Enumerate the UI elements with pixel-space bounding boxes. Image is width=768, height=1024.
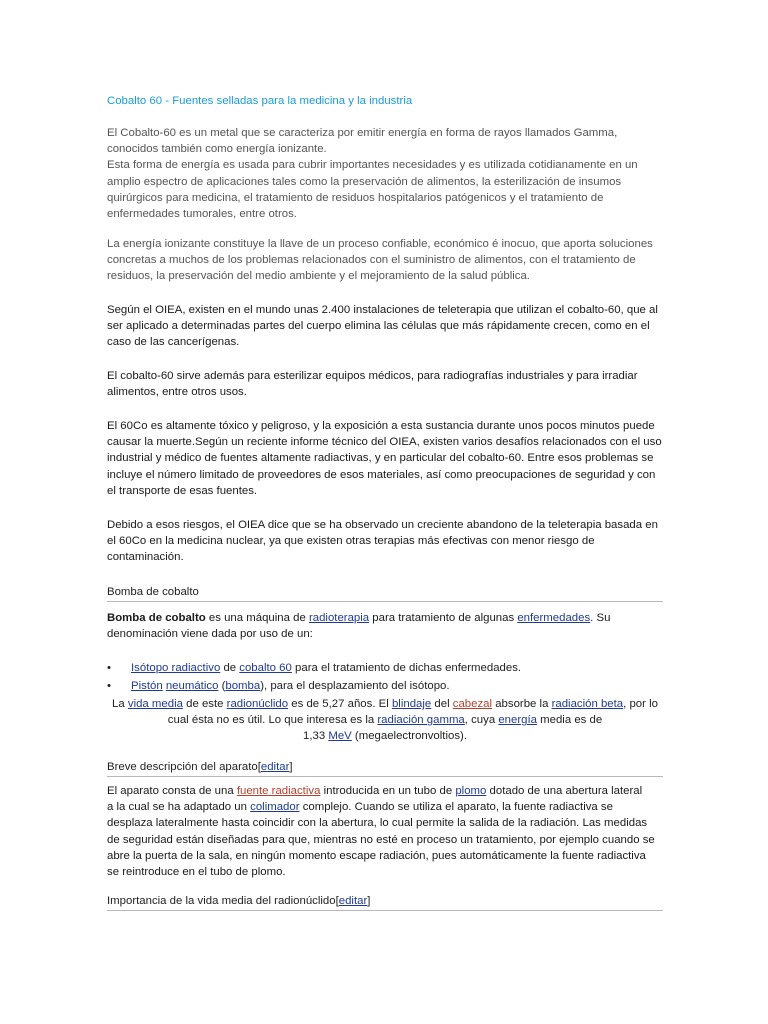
- link-plomo[interactable]: plomo: [455, 785, 487, 797]
- link-mev[interactable]: MeV: [328, 730, 352, 743]
- section-divider: [107, 776, 663, 777]
- text-line: el transporte de esas fuentes.: [107, 484, 258, 497]
- text-span: absorbe la: [492, 698, 552, 710]
- text-span: , cuya: [464, 714, 499, 727]
- intro-paragraph: [107, 125, 663, 222]
- risks-paragraph: [107, 517, 663, 566]
- text-span: 1,33: [303, 730, 329, 743]
- text-span: para el tratamiento de dichas enfermedades.: [291, 662, 522, 674]
- text-span: La: [112, 698, 128, 710]
- text-span: (megaelectronvoltios).: [351, 730, 467, 743]
- text-span: media es de: [536, 714, 603, 727]
- section-heading-breve: [107, 759, 663, 777]
- oiea-paragraph: [107, 302, 663, 351]
- text-line: amplio espectro de aplicaciones tales como la preservación de alimentos, la esterilización de insumos: [107, 175, 622, 188]
- link-cabezal[interactable]: cabezal: [452, 698, 493, 710]
- bracket: ]: [289, 761, 293, 773]
- text-line: [100, 728, 670, 744]
- link-neumatico[interactable]: neumático: [165, 680, 219, 692]
- text-line: el 60Co en la medicina nuclear, ya que existen otras terapias más efectivas con menor riesgo de: [107, 535, 595, 548]
- text-line: [100, 712, 670, 728]
- link-vida-media[interactable]: vida media: [127, 698, 183, 710]
- link-radioterapia[interactable]: radioterapia: [308, 612, 370, 624]
- link-enfermedades[interactable]: enfermedades: [517, 612, 591, 624]
- text-line: [107, 610, 663, 626]
- text-line: denominación viene dada por uso de un:: [107, 628, 313, 641]
- text-line: Debido a esos riesgos, el OIEA dice que se ha observado un creciente abandono de la teleterapia basada en: [107, 519, 658, 531]
- link-cobalto-60[interactable]: cobalto 60: [239, 662, 292, 674]
- text-span: introducida en un tubo de: [320, 785, 456, 797]
- text-line: [100, 696, 670, 712]
- text-span: del: [431, 698, 453, 710]
- text-line: La energía ionizante constituye la llave de un proceso confiable, económico é inocuo, que aporta soluciones: [107, 238, 653, 250]
- device-description-paragraph: [107, 783, 663, 880]
- text-line: ser aplicado a determinadas partes del cuerpo elimina las células que más rápidamente crecen, como en el: [107, 320, 650, 333]
- text-span: (: [218, 680, 226, 692]
- heading-text: Importancia de la vida media del radionúclido: [107, 895, 336, 907]
- text-line: desplaza lateralmente hasta coincidir con la abertura, lo cual permite la salida de la radiación. Las medidas: [107, 817, 648, 830]
- text-line: conocidos también como energía ionizante.: [107, 143, 327, 156]
- document-title: Cobalto 60 - Fuentes selladas para la medicina y la industria: [107, 95, 413, 107]
- list-item-text: [131, 660, 521, 676]
- uses-paragraph: [107, 368, 663, 400]
- text-line: contaminación.: [107, 551, 184, 564]
- bracket: ]: [367, 895, 371, 907]
- section-heading-bomba: Bomba de cobalto: [107, 586, 199, 598]
- text-span: . Su: [590, 612, 611, 624]
- text-line: incluye el número limitado de proveedores de esos materiales, así como preocupaciones de seguridad y con: [107, 468, 656, 481]
- text-line: [107, 799, 663, 815]
- link-isotopo-radiactivo[interactable]: Isótopo radiactivo: [131, 662, 221, 674]
- heading-text: Breve descripción del aparato: [107, 761, 258, 773]
- link-blindaje[interactable]: blindaje: [391, 698, 432, 710]
- edit-link[interactable]: editar: [338, 895, 368, 907]
- text-span: complejo. Cuando se utiliza el aparato, la fuente radiactiva se: [299, 801, 613, 814]
- list-item-text: [131, 678, 450, 694]
- text-line: enfermedades tumorales, entre otros.: [107, 208, 297, 221]
- bullet-icon: •: [107, 662, 111, 674]
- text-span: cual ésta no es útil. Lo que interesa es la: [167, 714, 378, 727]
- text-line: abre la puerta de la sala, en ningún momento escape radiación, pues automáticamente la fuente radiactiva: [107, 849, 646, 862]
- ionizing-energy-paragraph: [107, 236, 663, 285]
- text-line: El 60Co es altamente tóxico y peligroso, y la exposición a esta sustancia durante unos pocos minutos puede: [107, 420, 655, 432]
- text-span: dotado de una abertura lateral: [486, 785, 643, 797]
- bracket: [: [257, 761, 261, 773]
- text-line: concretas a muchos de los problemas relacionados con el suministro de alimentos, con el tratamiento de: [107, 254, 636, 267]
- text-line: de seguridad están diseñadas para que, mientras no esté en proceso un tratamiento, por ejemplo cuando se: [107, 833, 655, 846]
- text-line: se reintroduce en el tubo de plomo.: [107, 866, 286, 879]
- bomba-intro-paragraph: [107, 610, 663, 642]
- link-energia[interactable]: energía: [498, 714, 537, 727]
- text-line: causar la muerte.Según un reciente informe técnico del OIEA, existen varios desafíos relacionados con el uso: [107, 436, 662, 449]
- half-life-paragraph: [100, 696, 670, 745]
- text-line: Según el OIEA, existen en el mundo unas 2.400 instalaciones de teleterapia que utilizan el cobalto-60, que al: [107, 304, 658, 316]
- bullet-icon: •: [107, 680, 111, 692]
- link-fuente-radiactiva[interactable]: fuente radiactiva: [236, 785, 321, 797]
- text-line: El cobalto-60 sirve además para esterilizar equipos médicos, para radiografías industriales y para irradiar: [107, 370, 638, 382]
- link-radiacion-beta[interactable]: radiación beta: [551, 698, 624, 710]
- toxicity-paragraph: [107, 418, 663, 499]
- link-piston[interactable]: Pistón: [131, 680, 163, 692]
- bold-term: Bomba de cobalto: [107, 612, 206, 624]
- text-line: quirúrgicos para medicina, el tratamiento de residuos hospitalarios patógenicos y el tratamiento de: [107, 191, 604, 204]
- text-span: a la cual se ha adaptado un: [107, 801, 251, 814]
- section-divider: [107, 601, 663, 602]
- text-span: de este: [182, 698, 227, 710]
- text-line: residuos, la preservación del medio ambiente y el mejoramiento de la salud pública.: [107, 270, 530, 283]
- edit-link[interactable]: editar: [260, 761, 290, 773]
- text-span: , por lo: [623, 698, 658, 710]
- section-divider: [107, 910, 663, 911]
- link-colimador[interactable]: colimador: [250, 801, 300, 814]
- text-span: es una máquina de: [205, 612, 309, 624]
- text-line: alimentos, entre otros usos.: [107, 386, 247, 399]
- text-span: de: [220, 662, 240, 674]
- link-bomba[interactable]: bomba: [225, 680, 261, 692]
- text-line: [107, 783, 663, 799]
- text-line: Esta forma de energía es usada para cubrir importantes necesidades y es utilizada cotidianamente en un: [107, 159, 638, 172]
- text-span: ), para el desplazamiento del isótopo.: [260, 680, 450, 692]
- text-span: es de 5,27 años. El: [288, 698, 392, 710]
- bracket: [: [335, 895, 339, 907]
- link-radionuclido[interactable]: radionúclido: [226, 698, 289, 710]
- link-radiacion-gamma[interactable]: radiación gamma: [377, 714, 465, 727]
- text-span: El aparato consta de una: [107, 785, 237, 797]
- text-line: El Cobalto-60 es un metal que se caracteriza por emitir energía en forma de rayos llamados Gamma,: [107, 127, 618, 139]
- text-span: para tratamiento de algunas: [369, 612, 518, 624]
- section-heading-importancia: [107, 893, 663, 911]
- text-line: caso de las cancerígenas.: [107, 336, 240, 349]
- text-line: industrial y médico de fuentes altamente radiactivas, y en particular del cobalto-60. Entre esos problemas se: [107, 452, 654, 465]
